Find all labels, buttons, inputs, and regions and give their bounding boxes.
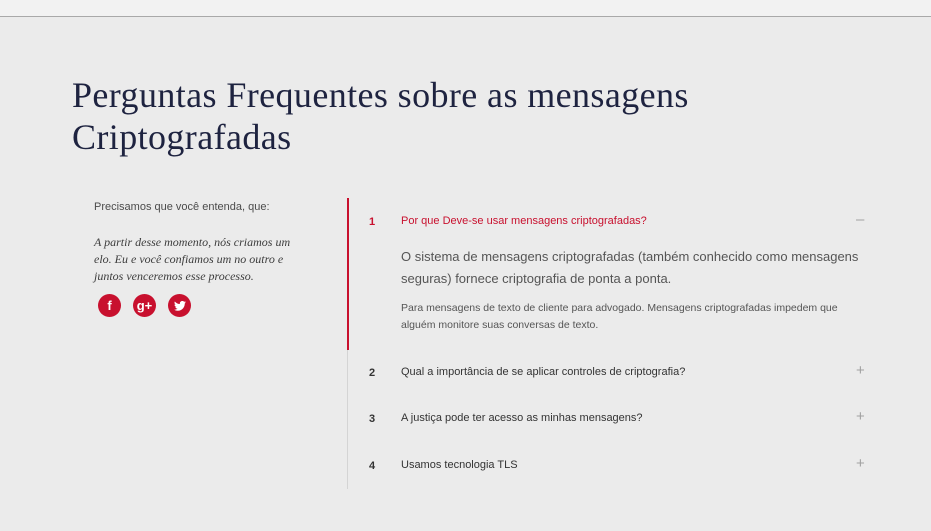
faq-item-number: 4 [369,460,376,472]
faq-item-detail: Para mensagens de texto de cliente para advogado. Mensagens criptografadas impedem que alguém monitore suas conversas de texto. [401,302,838,331]
faq-item-3 [348,409,888,429]
twitter-button[interactable] [168,294,191,317]
faq-item-question[interactable]: Por que Deve-se usar mensagens criptografadas? [401,215,647,227]
faq-item-answer: O sistema de mensagens criptografadas (também conhecido como mensagens seguras) fornece criptografia de ponta a ponta. [401,249,859,286]
expand-icon[interactable]: + [856,408,865,425]
faq-item-number: 2 [369,367,376,379]
social-links [98,294,191,317]
faq-item-number: 1 [369,216,376,228]
expand-icon[interactable]: + [856,455,865,472]
faq-item-header[interactable] [348,363,888,383]
faq-item-header[interactable] [348,456,888,476]
faq-item-header[interactable] [348,409,888,429]
google-plus-button[interactable] [133,294,156,317]
expand-icon[interactable]: + [856,362,865,379]
faq-item-2 [348,363,888,383]
faq-item-1 [348,211,888,331]
sidebar [94,200,304,285]
faq-item-4 [348,456,888,476]
twitter-icon [174,301,186,311]
browser-top-bar [0,0,931,17]
google-plus-icon: g+ [136,298,153,313]
facebook-icon: f [107,298,112,313]
collapse-icon[interactable]: – [856,211,865,228]
faq-item-header[interactable] [348,212,888,232]
sidebar-quote: A partir desse momento, nós criamos um elo. Eu e você confiamos um no outro e juntos venceremos esse processo. [94,235,291,283]
faq-item-number: 3 [369,413,376,425]
faq-item-question[interactable]: A justiça pode ter acesso as minhas mensagens? [401,412,643,424]
page-title: Perguntas Frequentes sobre as mensagens Criptografadas [72,75,689,157]
faq-accordion [347,198,887,489]
faq-item-question[interactable]: Usamos tecnologia TLS [401,459,518,471]
facebook-button[interactable] [98,294,121,317]
sidebar-intro: Precisamos que você entenda, que: [94,201,270,213]
faq-item-question[interactable]: Qual a importância de se aplicar controles de criptografia? [401,366,686,378]
